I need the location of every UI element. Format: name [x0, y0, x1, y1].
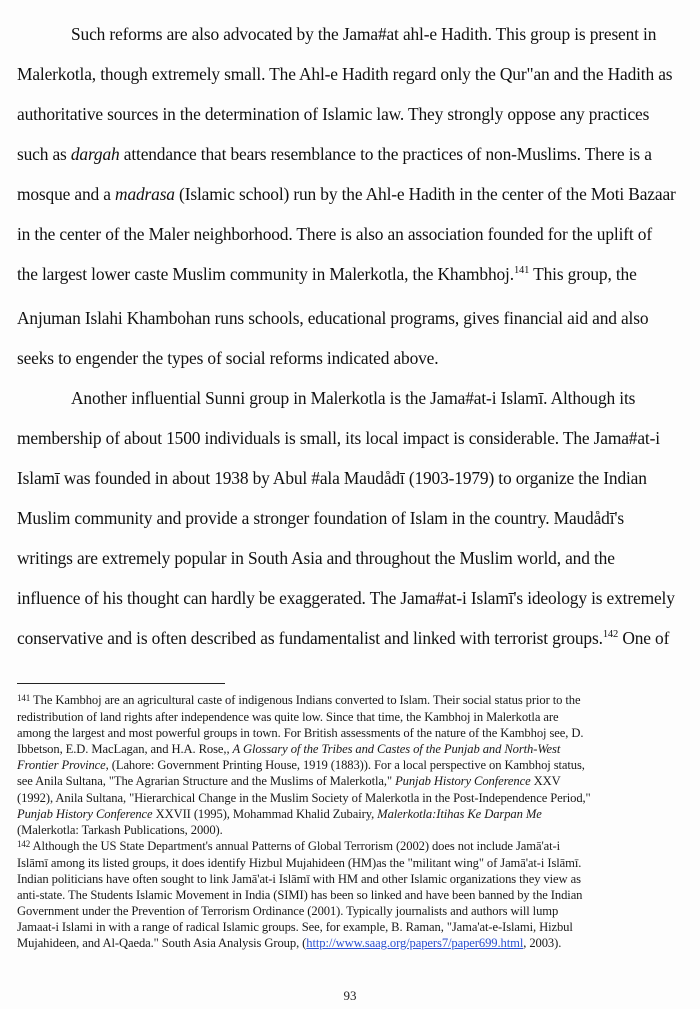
- book-title: Malerkotla:Itihas Ke Darpan Me: [377, 806, 542, 821]
- footnote-line: among the largest and most powerful groups in town. For British assessments of the nature of the Kambhoj see, D.: [17, 726, 584, 741]
- body-text: [17, 14, 693, 662]
- body-line: Muslim community and provide a stronger foundation of Islam in the country. Maudådī's: [17, 508, 624, 528]
- footnote-line: [17, 692, 697, 709]
- text: (Islamic school) run by the Ahl-e Hadith in the center of the Moti Bazaar: [174, 184, 676, 204]
- text: One of: [618, 628, 670, 648]
- footnote-ref-141[interactable]: 141: [513, 265, 530, 276]
- footnote-line: Indian politicians have often sought to link Jamā'at-i Islāmī with HM and other Islamic organizations they view as: [17, 872, 581, 887]
- text: , 2003).: [523, 936, 562, 951]
- paragraph-1: [17, 14, 693, 378]
- text: the largest lower caste Muslim community in Malerkotla, the Khambhoj.: [17, 264, 514, 284]
- body-line: [17, 174, 693, 214]
- text: , (Lahore: Government Printing House, 1919 (1883)). For a local perspective on Kambhoj status,: [105, 758, 585, 773]
- body-line: influence of his thought can hardly be exaggerated. The Jama#at-i Islamī's ideology is extremely: [17, 588, 675, 608]
- book-title: Frontier Province: [17, 758, 106, 773]
- journal-title: Punjab History Conference: [395, 774, 531, 789]
- footnote-separator: [17, 683, 225, 684]
- body-line: Anjuman Islahi Khambohan runs schools, educational programs, gives financial aid and also: [17, 308, 649, 328]
- book-title: A Glossary of the Tribes and Castes of the Punjab and North-West: [232, 742, 561, 757]
- text: XXVII (1995), Mohammad Khalid Zubairy,: [152, 806, 378, 821]
- footnote-line: anti-state. The Students Islamic Movement in India (SIMI) has been so linked and have been banned by the Indian: [17, 888, 583, 903]
- body-line: Such reforms are also advocated by the Jama#at ahl-e Hadith. This group is present in: [71, 24, 657, 44]
- footnote-line: (Malerkotla: Tarkash Publications, 2000).: [17, 822, 223, 837]
- footnote-line: [17, 741, 697, 757]
- body-line: Malerkotla, though extremely small. The Ahl-e Hadith regard only the Qur"an and the Hadith as: [17, 64, 673, 84]
- footnote-line: redistribution of land rights after independence was quite low. Since that time, the Kambhoj in Malerkotla are: [17, 710, 559, 725]
- footnote-line: Islāmī among its listed groups, it does identify Hizbul Mujahideen (HM)as the "militant wing" of Jamā'at-i Islāmī.: [17, 855, 582, 870]
- footnotes: [17, 692, 697, 952]
- footnote-142: [17, 838, 697, 952]
- body-line: Islamī was founded in about 1938 by Abul #ala Maudådī (1903-1979) to organize the Indian: [17, 468, 647, 488]
- body-line: [17, 618, 693, 662]
- journal-title: Punjab History Conference: [17, 806, 153, 821]
- body-line: authoritative sources in the determination of Islamic law. They strongly oppose any practices: [17, 104, 650, 124]
- text: conservative and is often described as fundamentalist and linked with terrorist groups.: [17, 628, 603, 648]
- italic-term-madrasa: madrasa: [115, 184, 175, 204]
- text: The Kambhoj are an agricultural caste of indigenous Indians converted to Islam. Their social status prior to the: [30, 693, 581, 707]
- paragraph-2: [17, 378, 693, 662]
- page-number: 93: [343, 988, 357, 1003]
- footnote-number: 141: [17, 693, 31, 703]
- body-line: seeks to engender the types of social reforms indicated above.: [17, 348, 439, 368]
- italic-term-dargah: dargah: [70, 144, 120, 164]
- footnote-line: [17, 806, 697, 822]
- text: see Anila Sultana, "The Agrarian Structure and the Muslims of Malerkotla,": [17, 774, 396, 789]
- text: attendance that bears resemblance to the practices of non-Muslims. There is a: [119, 144, 652, 164]
- text: XXV: [530, 774, 561, 789]
- body-line: Another influential Sunni group in Malerkotla is the Jama#at-i Islamī. Although its: [71, 388, 636, 408]
- footnote-line: Government under the Prevention of Terrorism Ordinance (2001). Typically journalists and authors will lump: [17, 904, 559, 919]
- text: such as: [17, 144, 71, 164]
- footnote-ref-142[interactable]: 142: [602, 629, 619, 640]
- footnote-line: [17, 935, 697, 951]
- text: This group, the: [529, 264, 637, 284]
- body-line: in the center of the Maler neighborhood. There is also an association founded for the uplift of: [17, 224, 652, 244]
- footnote-141: [17, 692, 697, 838]
- body-line: [17, 134, 693, 174]
- text: mosque and a: [17, 184, 116, 204]
- footnote-line: [17, 838, 697, 855]
- body-line: [17, 254, 693, 298]
- text: Mujahideen, and Al-Qaeda." South Asia Analysis Group, (: [17, 936, 307, 951]
- footnote-number: 142: [17, 838, 31, 849]
- footnote-line: Jamaat-i Islami in with a range of radical Islamic groups. See, for example, B. Raman, "Jama'at-e-Islami, Hizbul: [17, 920, 573, 935]
- body-line: membership of about 1500 individuals is small, its local impact is considerable. The Jama#at-i: [17, 428, 660, 448]
- footnote-line: [17, 773, 697, 789]
- text: Ibbetson, E.D. MacLagan, and H.A. Rose,,: [17, 742, 233, 757]
- body-line: writings are extremely popular in South Asia and throughout the Muslim world, and the: [17, 548, 615, 568]
- footnote-line: (1992), Anila Sultana, "Hierarchical Change in the Muslim Society of Malerkotla in the Post-Independence Period,": [17, 790, 591, 805]
- footnote-line: [17, 757, 697, 773]
- saag-paper-link[interactable]: http://www.saag.org/papers7/paper699.html: [306, 936, 524, 951]
- text: Although the US State Department's annual Patterns of Global Terrorism (2002) does not include Jamā'at-i: [30, 838, 560, 853]
